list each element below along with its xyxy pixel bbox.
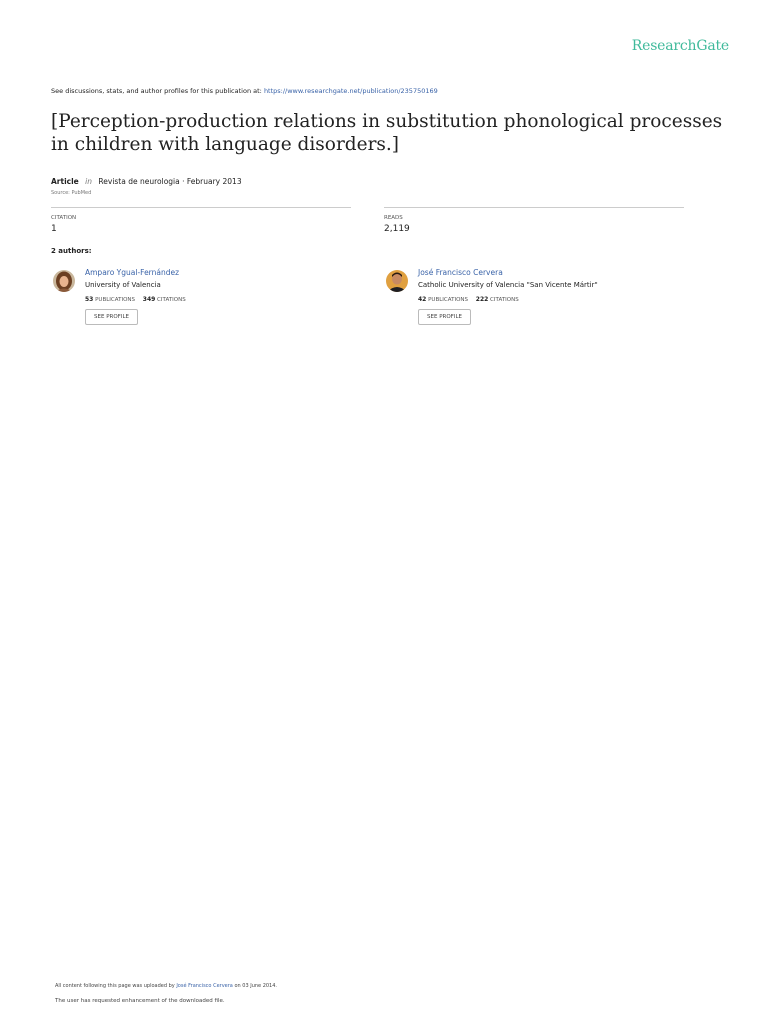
avatar[interactable] [386,270,408,292]
author-stats [85,296,355,303]
reads-value: 2,119 [384,224,410,234]
author-institution: Catholic University of Valencia "San Vicente Mártir" [418,281,598,289]
upload-suffix: on 03 June 2014. [232,983,278,989]
person-photo-icon [53,270,75,292]
discussion-prefix: See discussions, stats, and author profiles for this publication at: [51,87,264,95]
discussion-line [51,87,438,95]
author-name-link[interactable]: José Francisco Cervera [418,268,503,277]
researchgate-logo: ResearchGate [631,38,729,54]
publications-count: 53 [85,296,94,303]
citation-value: 1 [51,224,57,234]
publication-link[interactable]: https://www.researchgate.net/publication/235750169 [263,87,438,95]
reads-stat [384,207,684,234]
citations-count: 349 [142,296,156,303]
uploader-link[interactable]: José Francisco Cervera [176,983,233,989]
article-source: Source: PubMed [51,190,92,196]
author-stats [418,296,688,303]
author-institution: University of Valencia [85,281,161,289]
upload-note [55,983,277,989]
journal-date: Revista de neurologia · February 2013 [98,177,242,186]
authors-heading: 2 authors: [51,247,92,255]
citations-count: 222 [475,296,489,303]
article-title: [Perception-production relations in substitution phonological processes in children with language disorders.] [51,111,723,155]
avatar[interactable] [53,270,75,292]
author-name-link[interactable]: Amparo Ygual-Fernández [85,268,180,277]
citation-label: CITATION [51,215,77,221]
see-profile-button[interactable]: SEE PROFILE [85,309,138,325]
publications-label: PUBLICATIONS [428,297,469,303]
see-profile-button[interactable]: SEE PROFILE [418,309,471,325]
request-note: The user has requested enhancement of the downloaded file. [55,998,225,1004]
article-type: Article [51,177,79,186]
person-photo-icon [386,270,408,292]
article-meta [51,177,242,186]
publications-count: 42 [418,296,427,303]
upload-prefix: All content following this page was uploaded by [55,983,177,989]
in-label: in [85,177,92,186]
citations-label: CITATIONS [490,297,519,303]
publications-label: PUBLICATIONS [95,297,136,303]
citations-label: CITATIONS [157,297,186,303]
citation-stat [51,207,351,234]
reads-label: READS [384,215,403,221]
